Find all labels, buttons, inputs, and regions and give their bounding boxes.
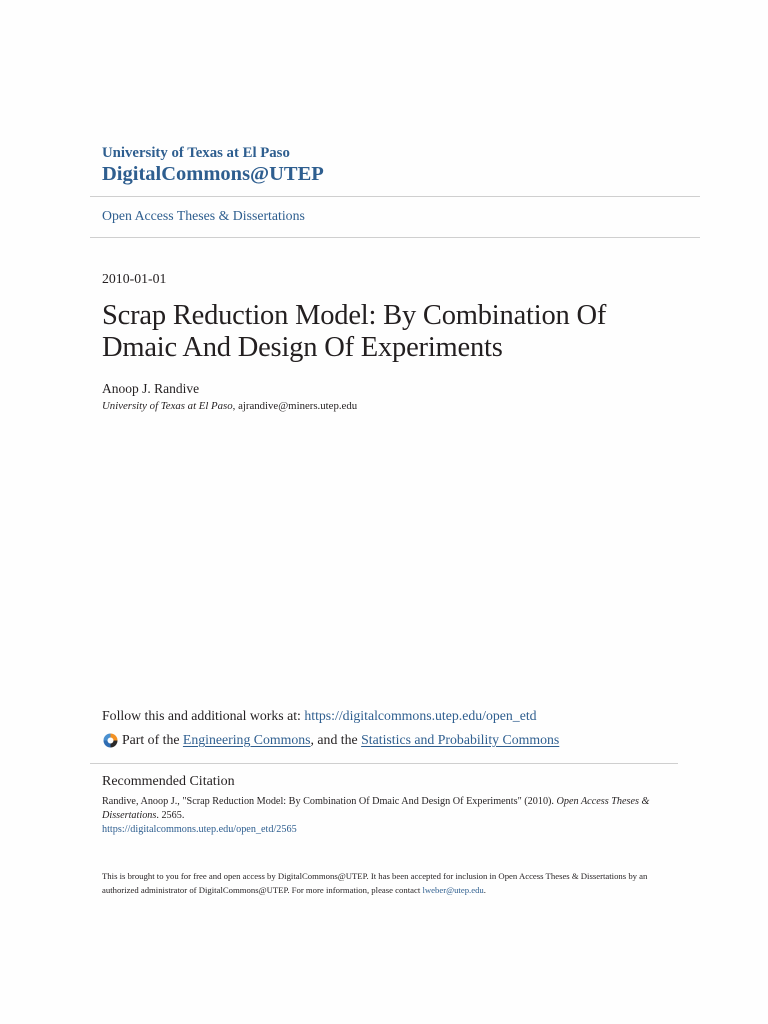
affiliation-separator: ,: [232, 400, 239, 412]
citation-series: Open Access Theses & Dissertations: [102, 796, 650, 821]
part-of-middle: , and the: [310, 732, 362, 747]
citation-text: [102, 795, 662, 822]
affiliation-name: University of Texas at El Paso: [102, 400, 233, 412]
follow-label: Follow this and additional works at:: [102, 708, 305, 723]
institution-name[interactable]: University of Texas at El Paso: [102, 145, 290, 161]
part-of-line: [102, 731, 559, 749]
title-line: Scrap Reduction Model: By Combination Of: [102, 300, 607, 331]
collection-divider: [90, 237, 700, 238]
statistics-commons-link[interactable]: Statistics and Probability Commons: [361, 732, 560, 747]
citation-body: Randive, Anoop J., "Scrap Reduction Model: By Combination Of Dmaic And Design Of Experiments" (2010).: [102, 796, 557, 807]
citation-url-link[interactable]: https://digitalcommons.utep.edu/open_etd/2565: [102, 824, 297, 835]
citation-heading: Recommended Citation: [102, 774, 235, 789]
citation-number: . 2565.: [156, 809, 185, 821]
document-title: [102, 300, 606, 364]
collection-link[interactable]: Open Access Theses & Dissertations: [102, 208, 305, 223]
footer-end: .: [483, 884, 486, 895]
footer-notice: [102, 870, 667, 897]
network-commons-icon: [102, 732, 119, 749]
footer-text: This is brought to you for free and open access by DigitalCommons@UTEP. It has been accepted for inclusion in Open Access Theses & Dissertations by an authorized administrator of DigitalCommons@UTEP. For more information, please contact: [102, 871, 648, 895]
citation-url: [102, 823, 297, 837]
repository-name[interactable]: DigitalCommons@UTEP: [102, 163, 324, 185]
part-of-prefix: Part of the: [122, 732, 183, 747]
engineering-commons-link[interactable]: Engineering Commons: [182, 732, 311, 747]
author-name: Anoop J. Randive: [102, 381, 200, 396]
follow-line: [102, 707, 537, 725]
author-email: ajrandive@miners.utep.edu: [238, 400, 358, 412]
author-affiliation: [102, 399, 357, 414]
publication-date: 2010-01-01: [102, 271, 167, 286]
header-divider: [90, 196, 700, 197]
title-line: Dmaic And Design Of Experiments: [102, 332, 503, 363]
follow-url-link[interactable]: https://digitalcommons.utep.edu/open_etd: [304, 708, 537, 723]
contact-email-link[interactable]: lweber@utep.edu: [422, 884, 484, 895]
citation-divider: [90, 763, 678, 764]
